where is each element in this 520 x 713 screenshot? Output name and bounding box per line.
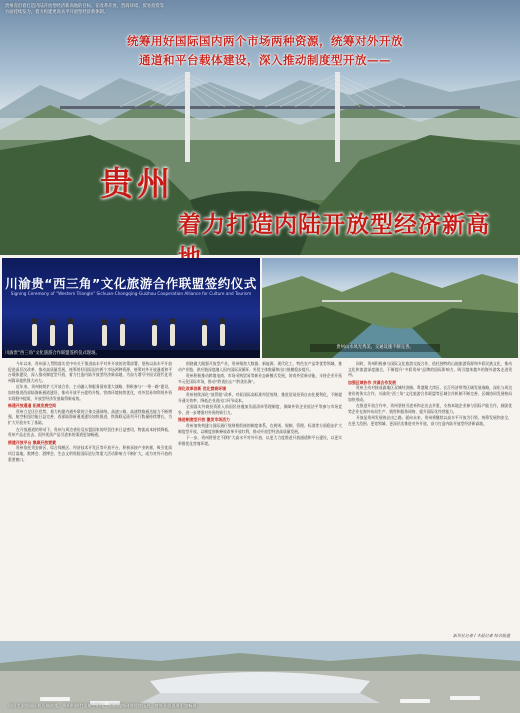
- article-body: [8, 362, 514, 640]
- airport-photo-caption: 贵阳龙洞堡国际机场航站楼。贵州积极打造航空枢纽，国际航线网络持续拓展，对外开放通道更加畅通。: [8, 703, 201, 708]
- hero-banner: [0, 0, 520, 255]
- stage-screen-english: Signing Ceremony of “Western Triangle” Sichuan-Chongqing-Guizhou Cooperation Alliance for Culture and Tourism: [10, 291, 252, 296]
- section-heading: 深化改革创新 优化营商环境: [178, 386, 227, 392]
- article-paragraph: 贵州依托贵安新区、综合保税区、经济技术开发区等开放平台，积极承接产业转移，吸引优质项目落地。数博会、酒博会、生态文明贵阳国际论坛等重大活动影响力不断扩大，成为对外开放的重要窗口。: [8, 446, 172, 462]
- river-photo-caption: 贵州山水风光秀美，交通设施不断完善。: [310, 344, 440, 352]
- article-paragraph: 围绕做大做强开放型产业，贵州聚焦大数据、新能源、现代化工、特色农产品等优势领域，推动产业链、供应链深度融入国内国际双循环，外贸主体数量和出口规模稳步提升。: [178, 362, 342, 372]
- signing-ceremony-photo: [2, 258, 260, 358]
- article-paragraph: 同时，贵州积极参与国际文化旅游交流合作，依托独特的山地旅游资源和多彩民族文化，推动文化和旅游深度融合，不断提升“多彩贵州”品牌的国际影响力，吸引越来越多的海外游客走进贵州。: [348, 362, 512, 378]
- headline-main: 贵州: [100, 164, 174, 203]
- hero-photo-caption: 贵州省沿着打造内陆开放型经济新高地的目标，在改革开放、营商环境、贸易投资等方面持续发力，着力构建更高水平开放型经济新体制。: [5, 4, 164, 16]
- headline-kicker-line2: 通道和平台载体建设，深入推动制度型开放——: [139, 53, 391, 67]
- article-byline: 新华社记者 / 本报记者 综合报道: [452, 633, 510, 638]
- headline-kicker-line1: 统筹用好国际国内两个市场两种资源，统筹对外开放: [127, 34, 403, 48]
- article-paragraph: 在开放通道的带动下，贵州与周边省份及东盟国家的经贸往来日益密切，物流成本持续降低，贵州产品走出去、国外优质产品引进来的渠道更加畅通。: [8, 427, 172, 438]
- article-paragraph: 贵州加快构建与国际通行规则相衔接的制度体系，在规则、规制、管理、标准等方面稳步扩大制度型开放，以制度创新释放改革开放红利，推动开放型经济高质量发展。: [178, 423, 342, 434]
- river-gorge-photo: [262, 258, 518, 358]
- article-paragraph: 贵州立足区位优势，着力构建内通外联的立体交通网络。高速公路、高速铁路通达能力不断增强，航空枢纽功能日益完善，西部陆海新通道建设加快推进，铁海联运班列开行数量持续增长，为扩大开放夯实了基础。: [8, 409, 172, 425]
- section-heading: 搭建开放平台 集聚开放要素: [8, 439, 57, 445]
- airport-photo: [0, 641, 520, 713]
- article-paragraph: 全面落实外商投资准入前国民待遇加负面清单管理制度，保障外资企业依法平等参与市场竞争，进一步增强对外资的吸引力。: [178, 405, 342, 415]
- headline-sub: 着力打造内陆开放型经济新高: [178, 211, 490, 238]
- section-heading: 畅通开放通道 拓展发展空间: [8, 403, 57, 409]
- signing-photo-caption: 川渝贵“西三角”文化旅游合作联盟签约仪式现场。: [2, 350, 260, 358]
- article-column-1: [8, 362, 172, 640]
- article-paragraph: 贵州持续深化“放管服”改革，对标国际高标准经贸规则，推进贸易投资自由化便利化，不断提升通关效率，降低企业进出口环节成本。: [178, 392, 342, 403]
- article-column-3: [348, 362, 512, 640]
- section-heading: 推进制度型开放 激发市场活力: [178, 417, 230, 423]
- stage-screen-title: 川渝贵“西三角”文化旅游合作联盟签约仪式: [5, 276, 257, 291]
- article-paragraph: 近年来，贵州持续扩大开放合作，主动融入和服务国家重大战略，积极参与“一带一路”建设，加快推进西部陆海新通道建设，推动开放平台提档升级，营商环境持续优化，对外贸易和利用外资实现稳中提质，开放型经济发展取得新成效。: [8, 385, 172, 401]
- article-paragraph: 今年以来，贵州深入贯彻落实党中央关于推进高水平对外开放的决策部署，坚持以高水平开放促进深层次改革、推动高质量发展，统筹用好国际国内两个市场两种资源，统筹对外开放通道和平台载体建设，深入推动制度型开放，着力打造内陆开放型经济新高地，为奋力谱写中国式现代化贵州篇章提供强大动力。: [8, 362, 172, 383]
- river-landscape-illustration: [262, 258, 518, 358]
- article-column-2: [178, 362, 342, 640]
- article-paragraph: 在推进开放合作中，贵州坚持引进来和走出去并重，支持本地企业参与国际产能合作，鼓励优势企业在海外布局生产、销售和服务网络，提升国际化经营能力。: [348, 404, 512, 414]
- article-paragraph: 贵州积极推动跨境电商、市场采购贸易等新业态新模式发展，培育外贸新动能，支持企业开拓多元化国际市场，推动“黔货出山”“黔货出海”。: [178, 374, 342, 384]
- article-paragraph: 开放是贵州发展的必由之路。面向未来，贵州将继续以高水平开放为引领，统筹发展和安全，在更大范围、更宽领域、更深层次推进对外开放，奋力打造内陆开放型经济新高地。: [348, 416, 512, 426]
- article-paragraph: 贵州主动对接成渝地区双城经济圈、粤港澳大湾区、长江经济带等区域发展战略，深化与周边省份的务实合作，川渝贵“西三角”文化旅游合作联盟等区域合作机制不断完善，区域协同发展格局加快形成。: [348, 386, 512, 402]
- section-heading: 加强区域协作 共谋合作发展: [348, 379, 397, 385]
- article-paragraph: 下一步，贵州将坚定不移扩大高水平对外开放，以更大力度推进开放通道和平台建设，以更实举措优化营商环境。: [178, 436, 342, 446]
